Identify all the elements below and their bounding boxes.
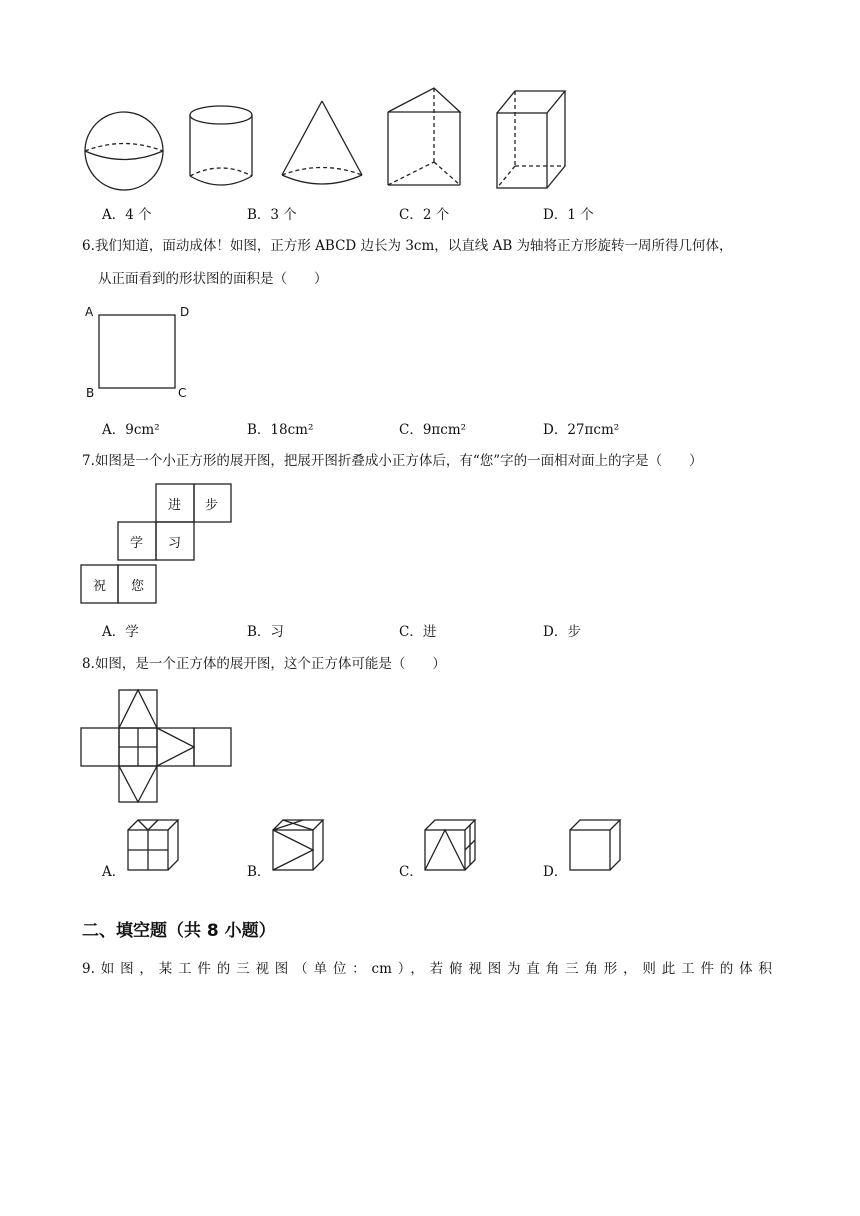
option-text: 2 个 bbox=[422, 207, 450, 223]
option-text: 习 bbox=[270, 624, 284, 640]
option-letter: A． bbox=[102, 207, 126, 223]
option-letter: D． bbox=[543, 422, 568, 438]
q6-stem-line2: 从正面看到的形状图的面积是（ ） bbox=[98, 271, 328, 287]
option-letter: C． bbox=[399, 864, 423, 880]
vertex-label-d: D bbox=[180, 305, 190, 319]
option-letter: C． bbox=[399, 624, 423, 640]
q8-option-c[interactable] bbox=[399, 860, 423, 880]
net-cell-nin: 您 bbox=[131, 579, 145, 594]
cube-option-a-shape bbox=[128, 820, 178, 870]
option-letter: B． bbox=[247, 624, 271, 640]
option-letter: B． bbox=[247, 864, 271, 880]
q7-stem: 7.如图是一个小正方形的展开图，把展开图折叠成小正方体后，有“您”字的一面相对面上的字是（ ） bbox=[82, 453, 703, 469]
net-cell-bu: 步 bbox=[205, 498, 219, 513]
option-text: 18cm² bbox=[270, 422, 314, 438]
option-text: 1 个 bbox=[567, 207, 594, 223]
q8-option-a[interactable] bbox=[102, 860, 125, 880]
net-cell-xue: 学 bbox=[130, 536, 144, 551]
option-letter: D． bbox=[543, 207, 568, 223]
vertex-label-b: B bbox=[86, 386, 95, 400]
q6-stem-line1: 6.我们知道，面动成体！如图，正方形 ABCD 边长为 3cm，以直线 AB 为轴将正方形旋转一周所得几何体， bbox=[82, 238, 733, 254]
q8-stem: 8.如图，是一个正方体的展开图，这个正方体可能是（ ） bbox=[82, 656, 446, 672]
option-text: 3 个 bbox=[270, 207, 297, 223]
vertex-label-a: A bbox=[85, 305, 94, 319]
option-letter: B． bbox=[247, 207, 271, 223]
option-letter: D． bbox=[543, 864, 568, 880]
option-letter: A． bbox=[102, 422, 126, 438]
option-letter: A． bbox=[102, 864, 126, 880]
q9-stem: 9.如图，某工件的三视图（单位：cm），若俯视图为直角三角形，则此工件的体积 bbox=[82, 961, 772, 977]
option-letter: B． bbox=[247, 422, 271, 438]
option-letter: C． bbox=[399, 422, 423, 438]
q8-option-b[interactable] bbox=[247, 860, 270, 880]
option-text: 步 bbox=[567, 624, 581, 640]
cube-option-b-shape bbox=[273, 820, 323, 870]
net-cell-zhu: 祝 bbox=[93, 579, 107, 594]
option-letter: D． bbox=[543, 624, 568, 640]
option-text: 4 个 bbox=[125, 207, 152, 223]
option-letter: A． bbox=[102, 624, 126, 640]
option-text: 9πcm² bbox=[422, 422, 467, 438]
q8-option-d[interactable] bbox=[543, 860, 567, 880]
option-text: 9cm² bbox=[125, 422, 160, 438]
option-text: 进 bbox=[422, 624, 437, 640]
option-letter: C． bbox=[399, 207, 423, 223]
section-heading: 二、填空题（共 8 小题） bbox=[82, 921, 276, 941]
net-cell-jin: 进 bbox=[168, 498, 182, 513]
cube-option-d-shape bbox=[570, 820, 620, 870]
net-cell-xi: 习 bbox=[168, 536, 182, 551]
cube-option-c-shape bbox=[425, 820, 475, 870]
option-text: 27πcm² bbox=[567, 422, 620, 438]
vertex-label-c: C bbox=[178, 386, 187, 400]
option-text: 学 bbox=[125, 624, 139, 640]
